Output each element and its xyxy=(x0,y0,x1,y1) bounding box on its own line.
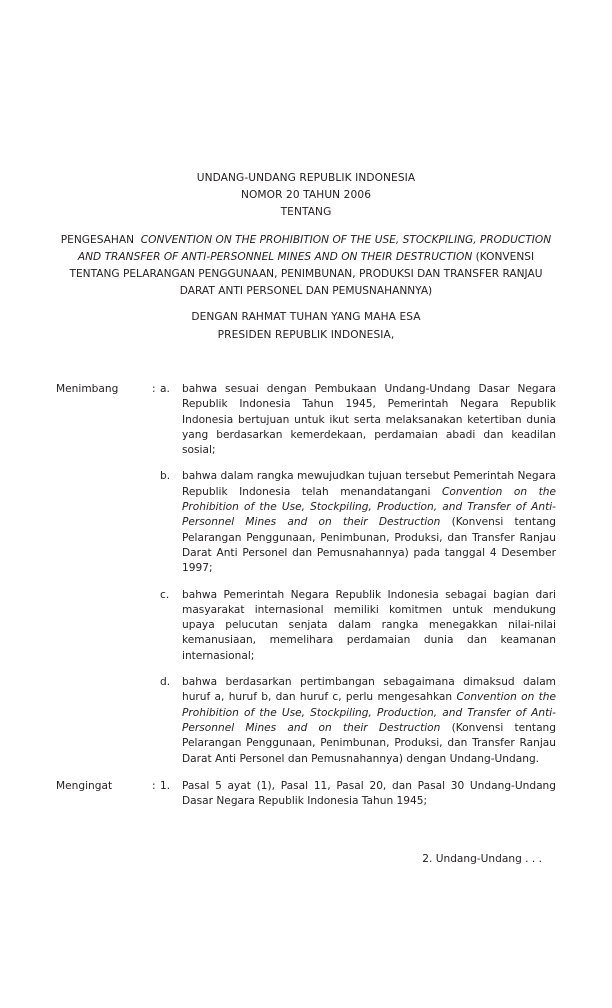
considering-item-c xyxy=(56,588,556,664)
heading-line-office: PRESIDEN REPUBLIK INDONESIA, xyxy=(217,328,395,341)
heading-line-invocation: DENGAN RAHMAT TUHAN YANG MAHA ESA xyxy=(191,311,421,324)
considering-text-d-italic: Convention on the Prohibition of the Use, Stockpiling, Production, and Transfer of Anti-Personnel Mines and on their Destruction xyxy=(182,691,557,734)
considering-section xyxy=(56,382,556,767)
considering-marker-a: a. xyxy=(160,383,170,395)
heading-spacer-1 xyxy=(56,222,556,232)
heading-line-tentang: TENTANG xyxy=(280,206,332,219)
recalling-colon: : xyxy=(152,780,156,792)
considering-text-b-after: (Konvensi tentang Pelarangan Penggunaan, Penimbunan, Produksi, dan Transfer Ranjau Darat Anti Personel dan Pemusnahannya) pada tanggal 4 Desember 1997; xyxy=(182,516,556,575)
document-heading xyxy=(56,170,556,344)
heading-title-convention-name: CONVENTION ON THE PROHIBITION OF THE USE, STOCKPILING, PRODUCTION AND TRANSFER OF ANTI-PERSONNEL MINES AND ON THEIR DESTRUCTION xyxy=(77,233,552,263)
heading-title-space xyxy=(134,234,141,246)
considering-item-d xyxy=(56,675,556,767)
considering-text-b-sp1 xyxy=(430,486,442,498)
considering-text-a: bahwa sesuai dengan Pembukaan Undang-Undang Dasar Negara Republik Indonesia Tahun 1945, Pemerintah Negara Republik Indonesia bertujuan untuk ikut serta melaksanakan ketertiban dunia yang berdasarkan kemerdekaan, perdamaian abadi dan keadilan sosial; xyxy=(182,383,556,457)
recalling-text-1: Pasal 5 ayat (1), Pasal 11, Pasal 20, dan Pasal 30 Undang-Undang Dasar Negara Republik Indonesia Tahun 1945; xyxy=(182,780,556,808)
considering-text-d xyxy=(182,675,556,767)
recalling-item-1 xyxy=(56,779,556,810)
considering-marker-d: d. xyxy=(160,676,171,689)
heading-subject-title xyxy=(56,232,556,301)
heading-line-law-title: UNDANG-UNDANG REPUBLIK INDONESIA xyxy=(196,172,416,184)
considering-text-b-before: bahwa dalam rangka mewujudkan tujuan tersebut Pemerintah Negara Republik Indonesia telah menandatangani xyxy=(182,470,556,498)
heading-title-prefix: PENGESAHAN xyxy=(60,233,135,246)
heading-title-translation: (KONVENSI TENTANG PELARANGAN PENGGUNAAN, PENIMBUNAN, PRODUKSI DAN TRANSFER RANJAU DARAT ANTI PERSONEL DAN PEMUSNAHANNYA) xyxy=(69,250,543,298)
considering-marker-c: c. xyxy=(160,588,170,601)
heading-spacer-2 xyxy=(56,300,556,309)
considering-text-d-before: bahwa berdasarkan pertimbangan sebagaimana dimaksud dalam huruf a, huruf b, dan huruf c, perlu mengesahkan xyxy=(182,676,556,704)
considering-marker-b: b. xyxy=(160,470,171,483)
considering-text-c: bahwa Pemerintah Negara Republik Indonesia sebagai bagian dari masyarakat internasional memiliki komitmen untuk mendukung upaya pelucutan senjata dalam rangka menegakkan nilai-nilai kemanusiaan, memelihara perdamaian dunia dan keamanan internasional; xyxy=(182,588,556,662)
considering-colon: : xyxy=(152,383,156,395)
recalling-marker-1: 1. xyxy=(160,780,171,792)
recalling-label: Mengingat xyxy=(56,780,113,792)
page-continuation-note: 2. Undang-Undang . . . xyxy=(422,853,542,865)
considering-item-a xyxy=(56,382,556,458)
recalling-section xyxy=(56,779,556,810)
considering-text-b xyxy=(182,469,556,576)
considering-text-b-sp2 xyxy=(440,516,451,528)
considering-label: Menimbang xyxy=(56,383,119,395)
considering-text-d-after: (Konvensi tentang Pelarangan Penggunaan, Penimbunan, Produksi, dan Transfer Ranjau Darat Anti Personel dan Pemusnahannya) dengan Undang-Undang. xyxy=(182,721,556,765)
considering-text-d-sp2 xyxy=(440,722,451,734)
considering-item-b xyxy=(56,469,556,576)
heading-line-number: NOMOR 20 TAHUN 2006 xyxy=(240,189,372,202)
considering-text-b-italic: Convention on the Prohibition of the Use, Stockpiling, Production, and Transfer of Anti-Personnel Mines and on their Destruction xyxy=(182,485,556,529)
